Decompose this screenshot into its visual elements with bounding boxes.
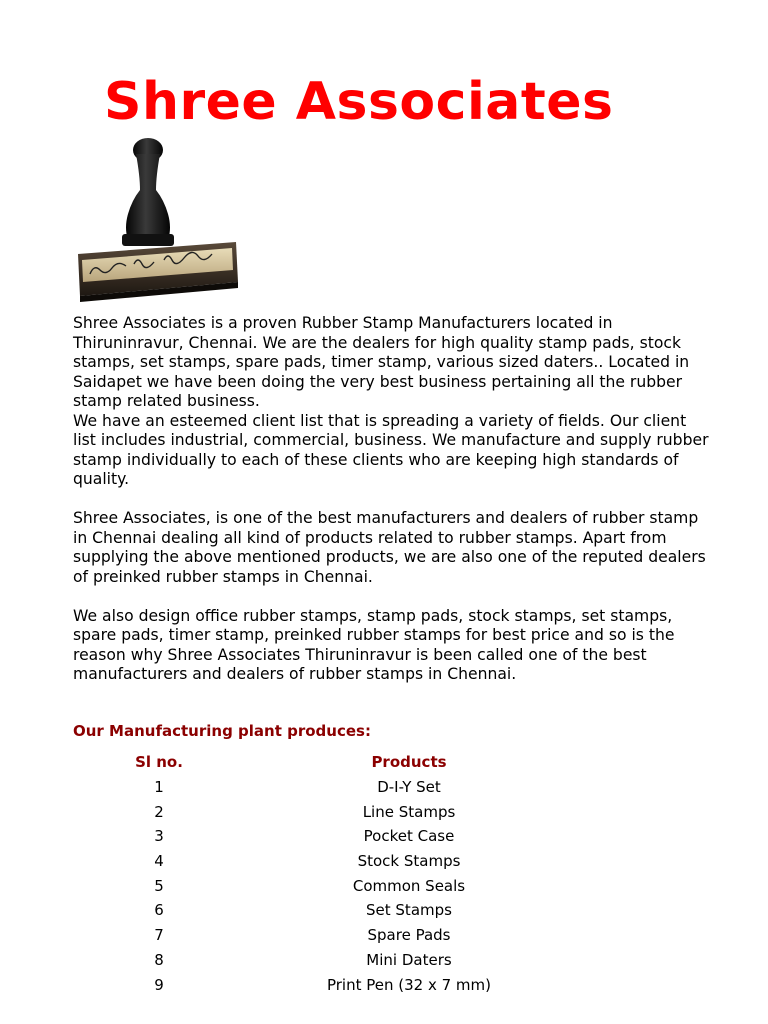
- table-row: [100, 849, 600, 874]
- section-heading: Our Manufacturing plant produces:: [73, 722, 371, 740]
- product-name: Set Stamps: [366, 901, 452, 920]
- paragraph: We also design office rubber stamps, stamp pads, stock stamps, set stamps, spare pads, timer stamp, preinked rubber stamps for best price and so is the reason why Shree Associates Thiruninravur is been called one of the best manufacturers and dealers of rubber stamps in Chennai.: [73, 606, 675, 683]
- product-name: Print Pen (32 x 7 mm): [326, 975, 492, 994]
- product-name: Line Stamps: [362, 802, 456, 821]
- sl-number: 2: [154, 802, 164, 821]
- sl-number: 7: [154, 926, 164, 945]
- table-row: [100, 775, 600, 800]
- table-row: [100, 898, 600, 923]
- table-header-row: [100, 750, 600, 775]
- paragraph: Shree Associates is a proven Rubber Stamp Manufacturers located in Thiruninravur, Chennai. We are the dealers for high quality stamp pads, stock stamps, set stamps, spare pads, timer stamp, various sized daters.. Located in Saidapet we have been doing the very best business pertaining all the rubber stamp related business.: [73, 314, 690, 410]
- rubber-stamp-image: [72, 136, 242, 304]
- sl-number: 3: [154, 827, 164, 846]
- paragraph: We have an esteemed client list that is spreading a variety of fields. Our client list includes industrial, commercial, business. We manufacture and supply rubber stamp individually to each of these clients who are keeping high standards of quality.: [73, 411, 709, 488]
- products-table: [100, 750, 600, 997]
- page-title: Shree Associates: [104, 72, 614, 132]
- table-row: [100, 923, 600, 948]
- description: [73, 314, 713, 685]
- paragraph: Shree Associates, is one of the best manufacturers and dealers of rubber stamp in Chennai dealing all kind of products related to rubber stamps. Apart from supplying the above mentioned products, we are also one of the reputed dealers of preinked rubber stamps in Chennai.: [73, 509, 706, 586]
- product-name: Mini Daters: [366, 950, 452, 969]
- table-row: [100, 873, 600, 898]
- table-row: [100, 972, 600, 997]
- column-header-product: Products: [371, 753, 447, 772]
- table-row: [100, 799, 600, 824]
- sl-number: 1: [154, 778, 164, 797]
- product-name: Spare Pads: [367, 926, 451, 945]
- sl-number: 9: [154, 975, 164, 994]
- table-row: [100, 948, 600, 973]
- product-name: Pocket Case: [363, 827, 455, 846]
- table-row: [100, 824, 600, 849]
- sl-number: 6: [154, 901, 164, 920]
- column-header-sl: Sl no.: [135, 753, 183, 772]
- product-name: D-I-Y Set: [377, 778, 441, 797]
- sl-number: 8: [154, 950, 164, 969]
- product-name: Common Seals: [352, 876, 466, 895]
- sl-number: 4: [154, 852, 164, 871]
- sl-number: 5: [154, 876, 164, 895]
- product-name: Stock Stamps: [357, 852, 461, 871]
